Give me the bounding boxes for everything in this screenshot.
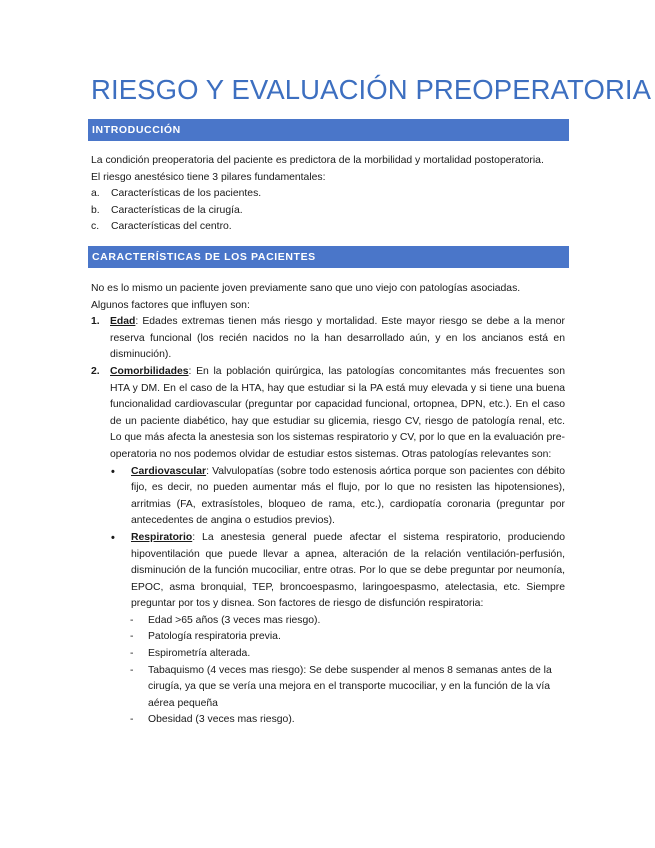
term-comorbilidades: Comorbilidades xyxy=(110,365,189,377)
dash-list-item xyxy=(91,663,565,713)
list-item-text: Características del centro. xyxy=(111,221,232,233)
dash-list-item xyxy=(91,712,565,729)
bullet-icon: • xyxy=(111,531,115,544)
list-item-text: : La anestesia general puede afectar el sistema respiratorio, produciendo hipoventilación que puede llevar a apnea, alteración de la relación ventilación-perfusión, disminución de la función mucociliar, entre otras. Por lo que se debe preguntar por neumonía, EPOC, asma bronquial, TEP, broncoespasmo, laringoespasmo, atelectasia, etc. Siempre preguntar por tos y disnea. Son factores de riesgo de disfunción respiratoria: xyxy=(131,531,565,610)
list-item-text: Características de los pacientes. xyxy=(111,188,262,200)
list-item-text: : Edades extremas tienen más riesgo y mortalidad. Este mayor riesgo se debe a la menor reserva funcional (los recién nacidos no la han desarrollado aún, y en los ancianos está en disminución). xyxy=(110,316,565,361)
alpha-list-item xyxy=(91,203,565,220)
dash-list-item xyxy=(91,613,565,630)
alpha-list-item xyxy=(91,219,565,236)
list-item-text: Patología respiratoria previa. xyxy=(148,631,281,643)
list-item-text: Características de la cirugía. xyxy=(111,204,243,216)
section-heading-introduccion: INTRODUCCIÓN xyxy=(88,119,569,141)
dash-icon: - xyxy=(130,614,134,626)
dash-icon: - xyxy=(130,714,134,726)
list-item-text: Tabaquismo (4 veces mas riesgo): Se debe suspender al menos 8 semanas antes de la cirugía, ya que se vería una mejora en el transporte mucociliar, y en la función de la vía aérea pequeña xyxy=(148,664,552,709)
patients-paragraph: No es lo mismo un paciente joven previamente sano que uno viejo con patologías asociadas. xyxy=(91,283,521,294)
bullet-item-cardiovascular xyxy=(91,464,565,530)
term-cardiovascular: Cardiovascular xyxy=(131,465,207,477)
alpha-list-item xyxy=(91,186,565,203)
dash-list-item xyxy=(91,629,565,646)
list-marker: c. xyxy=(91,221,100,233)
patients-paragraph: Algunos factores que influyen son: xyxy=(91,299,250,311)
section-heading-caracteristicas-pacientes: CARACTERÍSTICAS DE LOS PACIENTES xyxy=(88,246,569,268)
intro-paragraph: El riesgo anestésico tiene 3 pilares fundamentales: xyxy=(91,171,326,183)
list-item-text: : Valvulopatías (sobre todo estenosis aórtica porque son pacientes con débito fijo, es decir, no pueden aumentar más el flujo, por lo que no resisten las hipotensiones), arritmias (FA, extrasístoles, bloqueo de rama, etc.), cardiopatía coronaria (preguntar por antecedentes de angina o estudios previos). xyxy=(131,465,565,527)
dash-icon: - xyxy=(130,664,134,676)
dash-icon: - xyxy=(130,648,134,660)
term-respiratorio: Respiratorio xyxy=(131,531,193,543)
list-item-text: Espirometría alterada. xyxy=(148,648,251,660)
bullet-item-respiratorio xyxy=(91,530,565,613)
section-body-caracteristicas-pacientes xyxy=(91,281,565,729)
list-marker: a. xyxy=(91,188,100,200)
document-title: RIESGO Y EVALUACIÓN PREOPERATORIA xyxy=(91,74,652,105)
list-item-text: Obesidad (3 veces mas riesgo). xyxy=(148,714,295,726)
list-marker: 1. xyxy=(91,316,100,328)
term-edad: Edad xyxy=(110,316,136,328)
dash-list-item xyxy=(91,646,565,663)
list-marker: b. xyxy=(91,204,100,216)
dash-icon: - xyxy=(130,631,134,643)
numbered-item-comorbilidades xyxy=(91,364,565,464)
bullet-icon: • xyxy=(111,465,115,478)
intro-paragraph: La condición preoperatoria del paciente es predictora de la morbilidad y mortalidad postoperatoria. xyxy=(91,155,544,166)
list-marker: 2. xyxy=(91,365,100,377)
numbered-item-edad xyxy=(91,314,565,364)
list-item-text: : En la población quirúrgica, las patologías concomitantes más frecuentes son HTA y DM. En el caso de la HTA, hay que estudiar si la PA está muy elevada y si tiene una buena funcionalidad cardiovascular (preguntar por capacidad funcional, ortopnea, DPN, etc.). En el caso de un paciente diabético, hay que estudiar su glicemia, riesgo CV, riesgo de patología renal, etc. Lo que más afecta la anestesia son los sistemas respiratorio y CV, por lo que en la evaluación pre-operatoria no nos podemos olvidar de estudiar estos sistemas. Otras patologías relevantes son: xyxy=(110,365,565,460)
list-item-text: Edad >65 años (3 veces mas riesgo). xyxy=(148,614,321,626)
section-body-introduccion xyxy=(91,153,565,236)
